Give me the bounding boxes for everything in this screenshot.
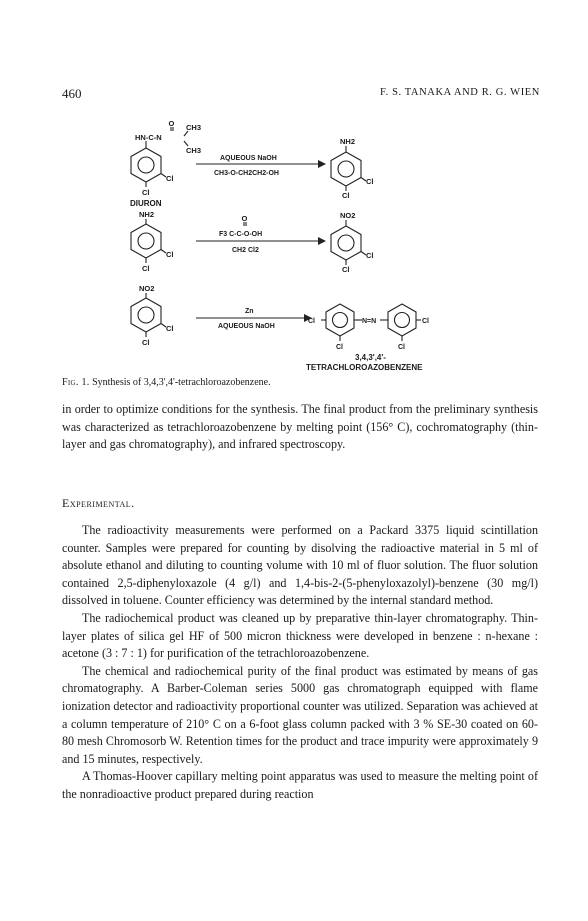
azobenzene-chlorine-bottom-left: Cl bbox=[336, 344, 343, 351]
paragraph-cleanup: The radiochemical product was cleaned up by preparative thin-layer chromatography. Thin-layer plates of silica gel HF of 500 micron thickness were developed in benzene : n-hexane : acetone (3 : 7 : 1) for purification of the tetrachloroazobenzene. bbox=[62, 610, 538, 661]
product2-nitro: NO2 bbox=[340, 211, 356, 220]
start3-nitro: NO2 bbox=[139, 284, 155, 293]
step2-oxygen: O bbox=[241, 214, 248, 223]
step3-reagent-bottom: AQUEOUS NaOH bbox=[218, 323, 275, 330]
diuron-chlorine-bottom: Cl bbox=[142, 188, 150, 197]
paragraph-melting-point: A Thomas-Hoover capillary melting point apparatus was used to measure the melting point of the nonradioactive product prepared during reaction bbox=[62, 769, 538, 801]
diuron-amide: HN-C-N bbox=[135, 133, 162, 142]
running-head: F. S. TANAKA AND R. G. WIEN bbox=[380, 87, 540, 98]
paragraph-radioactivity: The radioactivity measurements were performed on a Packard 3375 liquid scintillation counter. Samples were prepared for counting by disolving the radioactive material in 5 ml of absolute ethanol and diluting to counting volume with 10 ml of fluor solution. The fluor solution contained 2,5-diphenyloxazole (4 g/l) and 1,4-bis-2-(5-phenyloxazolyl)-benzene (30 mg/l) dissolved in toluene. Counter efficiency was determined by the internal standard method. bbox=[62, 523, 538, 608]
figure-caption bbox=[62, 377, 271, 388]
start3-ring bbox=[131, 298, 161, 332]
diuron-methyl-bottom: CH3 bbox=[186, 146, 202, 155]
figure-caption-text: Synthesis of 3,4,3',4'-tetrachloroazobenzene. bbox=[92, 377, 271, 388]
step2-reagent-top: F3 C-C-O-OH bbox=[219, 231, 263, 238]
start2-chlorine-ring: Cl bbox=[166, 250, 174, 259]
start2-chlorine-bottom: Cl bbox=[142, 264, 150, 273]
step2-reagent-bottom: CH2 Cl2 bbox=[232, 247, 259, 254]
arrow2-head bbox=[318, 237, 326, 245]
diuron-methyl-top: CH3 bbox=[186, 123, 202, 132]
product2-chlorine-ring: Cl bbox=[366, 251, 374, 260]
figure-caption-label: Fig. 1. bbox=[62, 377, 90, 388]
azobenzene-chlorine-left: Cl bbox=[308, 318, 315, 325]
azobenzene-left-ring bbox=[326, 304, 354, 336]
start3-chlorine-bottom: Cl bbox=[142, 338, 150, 347]
step1-reagent-top: AQUEOUS NaOH bbox=[220, 155, 277, 162]
azo-linkage: N=N bbox=[362, 318, 377, 325]
start3-chlorine-ring: Cl bbox=[166, 324, 174, 333]
diuron-chlorine-ring: Cl bbox=[166, 174, 174, 183]
product1-amine: NH2 bbox=[340, 137, 356, 146]
azobenzene-chlorine-right: Cl bbox=[422, 318, 429, 325]
paragraph-purity: The chemical and radiochemical purity of the final product was estimated by means of gas chromatography. A Barber-Coleman series 5000 gas chromatograph equipped with flame ionization detector and radioactivity proportional counter was utilized. Separation was achieved at a column temperature of 210° C on a 6-foot glass column packed with 3 % SE-30 coated on 60-80 mesh Chromosorb W. Retention times for the product and trace impurity were approximately 9 and 15 minutes, respectively. bbox=[62, 663, 538, 766]
product1-chlorine-ring: Cl bbox=[366, 177, 374, 186]
azobenzene-right-ring bbox=[388, 304, 416, 336]
intro-paragraph-block bbox=[62, 401, 538, 454]
start2-ring bbox=[131, 224, 161, 258]
step3-reagent-top: Zn bbox=[245, 308, 254, 315]
experimental-body bbox=[62, 522, 538, 804]
product2-ring bbox=[331, 226, 361, 260]
synthesis-scheme-figure bbox=[0, 0, 588, 380]
diuron-oxygen: O bbox=[168, 119, 175, 128]
product3-numbering: 3,4,3',4'- bbox=[355, 353, 386, 362]
arrow1-head bbox=[318, 160, 326, 168]
product3-name: TETRACHLOROAZOBENZENE bbox=[306, 363, 423, 372]
intro-paragraph: in order to optimize conditions for the synthesis. The final product from the preliminary synthesis was characterized as tetrachloroazobenzene by melting point (156° C), cochromatography (thin-layer and gas chromatography), and infrared spectroscopy. bbox=[62, 402, 538, 452]
product1-ring bbox=[331, 152, 361, 186]
azobenzene-chlorine-bottom-right: Cl bbox=[398, 344, 405, 351]
product2-chlorine-bottom: Cl bbox=[342, 265, 350, 274]
step1-reagent-bottom: CH3-O-CH2CH2-OH bbox=[214, 170, 279, 177]
section-heading-experimental: Experimental. bbox=[62, 496, 135, 510]
diuron-ring bbox=[131, 148, 161, 182]
product1-chlorine-bottom: Cl bbox=[342, 191, 350, 200]
diuron-label: DIURON bbox=[130, 199, 162, 208]
start2-amine: NH2 bbox=[139, 210, 155, 219]
page-number: 460 bbox=[62, 86, 82, 101]
